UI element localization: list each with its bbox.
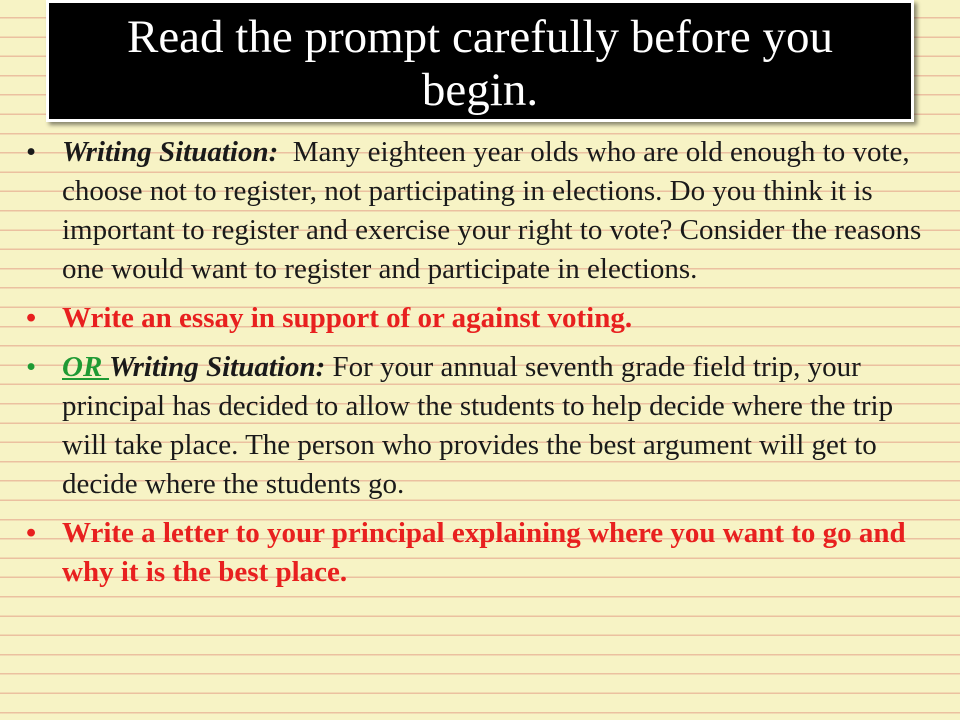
task-text: Write an essay in support of or against voting. bbox=[62, 302, 633, 334]
situation-label: Writing Situation: bbox=[62, 136, 279, 168]
situation-text: Many eighteen year olds who are old enough to vote, choose not to register, not participating in elections. Do you think it is important to register and exercise your right to vote? Consider the reasons one would want to register and participate in elections. bbox=[62, 136, 922, 285]
task-item-essay bbox=[26, 299, 936, 338]
task-item-letter bbox=[26, 514, 936, 592]
slide-title: Read the prompt carefully before you begin. bbox=[126, 11, 834, 116]
situation-text: For your annual seventh grade field trip, your principal has decided to allow the students to help decide where the trip will take place. The person who provides the best argument will get to decide where the students go. bbox=[62, 351, 894, 500]
or-link[interactable]: OR bbox=[62, 351, 110, 383]
prompt-item-voting bbox=[26, 133, 936, 289]
task-text: Write a letter to your principal explaining where you want to go and why it is the best place. bbox=[62, 517, 906, 588]
bullet-icon: • bbox=[26, 351, 37, 383]
situation-label: Writing Situation: bbox=[109, 351, 326, 383]
bullet-icon: • bbox=[26, 302, 37, 334]
bullet-icon: • bbox=[26, 136, 37, 168]
prompt-item-field-trip bbox=[26, 348, 936, 504]
bullet-list bbox=[26, 133, 936, 592]
title-box bbox=[46, 0, 914, 122]
bullet-icon: • bbox=[26, 517, 37, 549]
